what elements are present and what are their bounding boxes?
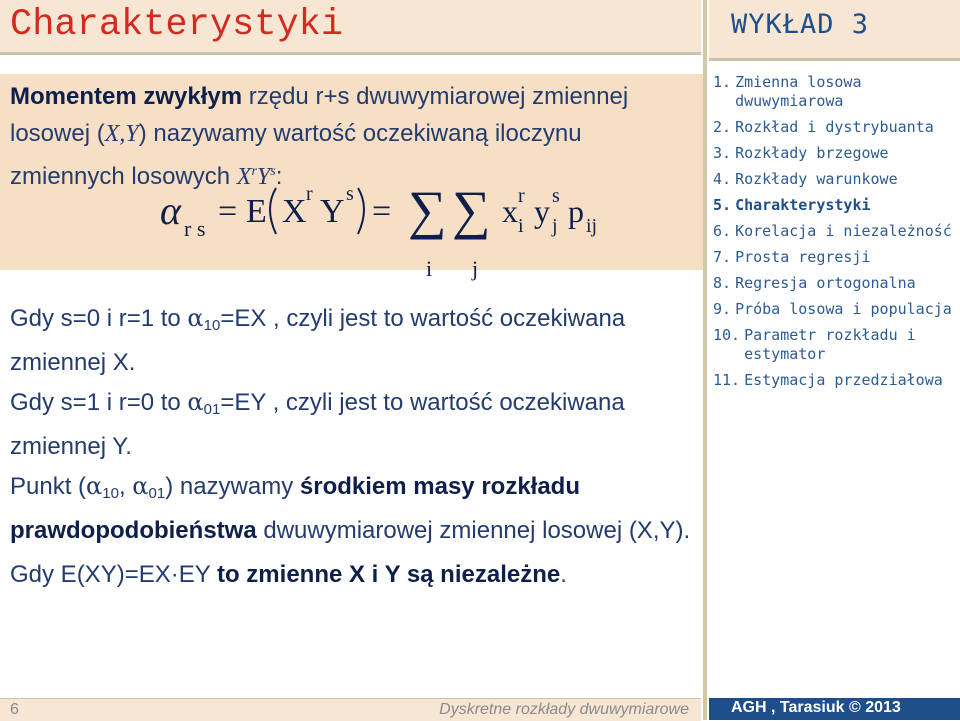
table-of-contents <box>713 73 958 397</box>
para1-pre: Gdy s=0 i r=1 to <box>10 305 188 332</box>
independence-term: to zmienne X i Y są niezależne <box>216 561 561 588</box>
slide-title: Charakterystyki <box>10 4 344 46</box>
toc-item-2[interactable] <box>713 118 958 137</box>
toc-item-number: 7. <box>713 248 732 266</box>
toc-item-label: Rozkłady warunkowe <box>735 170 898 188</box>
para2-pre: Gdy s=1 i r=0 to <box>10 389 188 416</box>
page-number: 6 <box>10 701 19 718</box>
title-divider <box>0 52 701 55</box>
formula-x: x <box>502 193 518 229</box>
formula-eq-1: = <box>218 193 238 230</box>
alpha-subscript: 01 <box>203 401 221 418</box>
formula-y-sub: j <box>552 215 558 237</box>
toc-item-6[interactable] <box>713 222 958 241</box>
para3-comma: , <box>118 473 133 500</box>
alpha-symbol: α <box>86 472 103 500</box>
vertical-separator <box>703 0 707 720</box>
toc-item-label: Rozkład i dystrybuanta <box>735 118 934 136</box>
xy-symbol: X,Y <box>104 121 139 147</box>
formula-x-sub: i <box>518 215 524 237</box>
toc-item-number: 5. <box>713 196 732 214</box>
alpha-symbol: α <box>187 304 204 332</box>
definition-part-1: rzędu r+s dwuwymiarowej zmiennej losowej ( <box>10 83 629 147</box>
formula-left-paren <box>270 188 276 234</box>
toc-item-label: Zmienna losowa dwuwymiarowa <box>735 73 862 110</box>
formula-sub-i: i <box>426 256 433 281</box>
para1-post: =EX , czyli jest to wartość oczekiwana zmiennej X. <box>10 305 626 376</box>
formula-eq-2: = <box>372 193 392 230</box>
formula-E: E <box>246 193 267 230</box>
lecture-header <box>709 0 960 58</box>
para4-post: . <box>560 561 567 588</box>
alpha-symbol: α <box>132 472 149 500</box>
para3-pre: Punkt ( <box>10 473 87 500</box>
toc-item-8[interactable] <box>713 274 958 293</box>
formula-sigma-j: ∑ <box>452 180 491 240</box>
footer <box>0 698 701 721</box>
formula-y: y <box>534 193 550 229</box>
formula-alpha: α <box>160 188 181 233</box>
y-symbol: Y <box>256 164 271 190</box>
alpha-subscript: 10 <box>102 485 119 502</box>
toc-item-label: Regresja ortogonalna <box>735 274 916 292</box>
formula-x-sup: r <box>518 185 525 207</box>
title-bar <box>0 0 701 52</box>
toc-item-label: Prosta regresji <box>735 248 871 266</box>
toc-item-label: Estymacja przedziałowa <box>744 371 943 389</box>
alpha-subscript: 10 <box>203 317 221 334</box>
alpha-subscript: 01 <box>148 485 166 502</box>
definition-part-2: ) nazywamy wartość oczekiwaną iloczynu zmiennych losowych <box>10 120 582 190</box>
toc-item-7[interactable] <box>713 248 958 267</box>
para3-mid: ) nazywamy <box>165 473 300 500</box>
dot-operator: · <box>170 561 179 588</box>
paragraph-ey <box>10 384 700 465</box>
footer-credit: AGH , Tarasiuk © 2013 <box>731 699 901 716</box>
formula-p-sub: ij <box>586 215 598 237</box>
toc-item-10[interactable] <box>713 326 958 364</box>
formula-r-sup: r <box>306 183 313 205</box>
formula-p: p <box>568 193 584 229</box>
toc-item-label: Korelacja i niezależność <box>735 222 952 240</box>
toc-item-label: Parametr rozkładu i estymator <box>744 326 916 363</box>
para4-pre: Gdy E(XY)=EX <box>10 561 171 588</box>
toc-item-number: 11. <box>713 371 741 389</box>
toc-item-number: 9. <box>713 300 732 318</box>
toc-item-number: 1. <box>713 73 732 91</box>
footer-subject: Dyskretne rozkłady dwuwymiarowe <box>439 701 689 718</box>
paragraph-independence <box>10 556 700 593</box>
lecture-label: WYKŁAD 3 <box>731 9 870 40</box>
toc-item-number: 6. <box>713 222 732 240</box>
toc-item-number: 2. <box>713 118 732 136</box>
formula-X: X <box>282 193 307 230</box>
para3-post: dwuwymiarowej zmiennej losowej (X,Y). <box>256 517 691 544</box>
colon: : <box>275 163 283 190</box>
toc-item-3[interactable] <box>713 144 958 163</box>
footer-credit-box <box>709 698 960 720</box>
formula-sigma-i: ∑ <box>408 180 447 240</box>
definition-term: Momentem zwykłym <box>10 83 243 110</box>
para2-post: =EY , czyli jest to wartość oczekiwana zmiennej Y. <box>10 389 625 460</box>
toc-item-label: Rozkłady brzegowe <box>735 144 889 162</box>
center-of-mass-term: środkiem masy rozkładu prawdopodobieństwa <box>10 473 581 544</box>
toc-item-9[interactable] <box>713 300 958 319</box>
lecture-divider <box>709 58 960 61</box>
paragraph-center-of-mass <box>10 468 700 549</box>
definition-text <box>10 78 700 196</box>
toc-item-number: 4. <box>713 170 732 188</box>
toc-item-number: 8. <box>713 274 732 292</box>
paragraph-ex <box>10 300 700 381</box>
formula-alpha-sub: r s <box>184 216 206 241</box>
toc-item-1[interactable] <box>713 73 958 111</box>
toc-item-5-active[interactable] <box>713 196 958 215</box>
toc-item-number: 10. <box>713 326 741 344</box>
alpha-symbol: α <box>187 388 204 416</box>
toc-item-4[interactable] <box>713 170 958 189</box>
x-symbol: X <box>236 164 252 190</box>
definition-box <box>0 74 703 281</box>
toc-item-label: Charakterystyki <box>735 196 871 214</box>
toc-item-11[interactable] <box>713 371 958 390</box>
toc-item-number: 3. <box>713 144 732 162</box>
formula-s-sup: s <box>346 183 354 205</box>
r-exponent: r <box>251 164 257 179</box>
formula-sub-j: j <box>472 256 479 281</box>
para4-mid: EY <box>178 561 217 588</box>
toc-item-label: Próba losowa i populacja <box>735 300 952 318</box>
formula-y-sup: s <box>552 185 560 207</box>
s-exponent: s <box>270 164 276 179</box>
formula-right-paren <box>358 188 364 234</box>
formula-Y: Y <box>320 193 345 230</box>
